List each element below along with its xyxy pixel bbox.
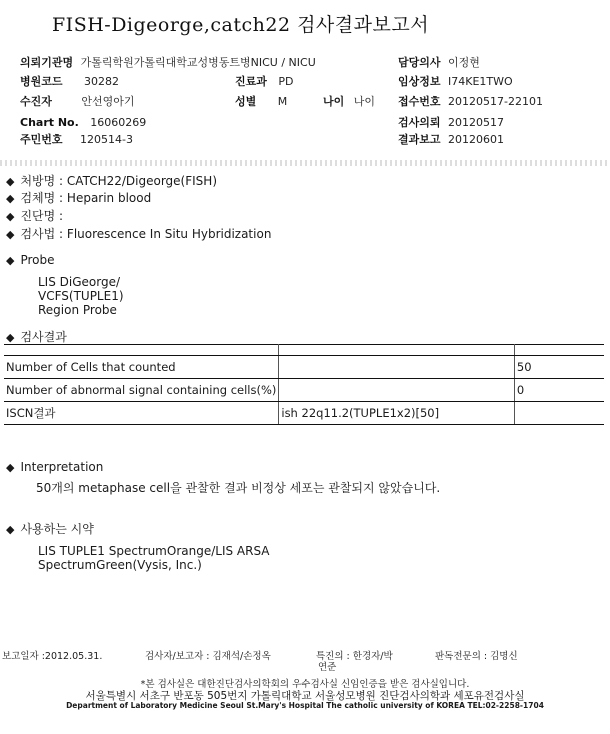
diamond-bullet-icon: ◆: [6, 331, 15, 344]
clinic-field: [235, 75, 294, 89]
age-field: [323, 95, 375, 109]
sex-field: [235, 95, 287, 109]
hospital-code-field: [20, 75, 119, 89]
clinical-info-field: [398, 75, 513, 89]
result-mid: [279, 379, 515, 402]
diamond-bullet-icon: ◆: [6, 228, 15, 241]
results-table: [4, 344, 604, 425]
probe-line: VCFS(TUPLE1): [38, 289, 124, 303]
special-examiner-footer: 특진의 : 한경자/박: [316, 651, 393, 662]
table-row: [4, 379, 604, 402]
result-label: ISCN결과: [4, 402, 279, 425]
specimen-row: [6, 191, 151, 206]
reagent-line: LIS TUPLE1 SpectrumOrange/LIS ARSA: [38, 544, 270, 558]
result-value: 50: [514, 356, 604, 379]
order-dept-field: [20, 56, 316, 70]
method-text: 검사법 : Fluorescence In Situ Hybridization: [20, 227, 272, 241]
result-mid: ish 22q11.2(TUPLE1x2)[50]: [279, 402, 515, 425]
reagents-heading-row: [6, 522, 94, 537]
rrn-field: [20, 133, 133, 147]
diamond-bullet-icon: ◆: [6, 254, 15, 267]
results-heading: 검사결과: [20, 330, 67, 344]
result-label: Number of Cells that counted: [4, 356, 279, 379]
special-examiner-footer-2: 연준: [318, 662, 337, 673]
report-date-footer: 보고일자 :2012.05.31.: [2, 651, 103, 662]
clinical-info-value: I74KE1TWO: [448, 75, 513, 88]
interpretation-heading: Interpretation: [20, 460, 104, 474]
chart-no-value: 16060269: [90, 116, 147, 129]
prescription-text: 처방명 : CATCH22/Digeorge(FISH): [20, 174, 217, 188]
certification-note: *본 검사실은 대한진단검사의학회의 우수검사실 신임인증을 받은 검사실입니다.: [140, 679, 470, 690]
diamond-bullet-icon: ◆: [6, 523, 15, 536]
sex-label: 성별: [235, 95, 257, 108]
diamond-bullet-icon: ◆: [6, 210, 15, 223]
result-label: Number of abnormal signal containing cells(%): [4, 379, 279, 402]
sex-value: M: [277, 95, 288, 108]
result-value: 0: [514, 379, 604, 402]
order-dept-label: 의뢰기관명: [20, 56, 74, 69]
clinic-value: PD: [278, 75, 294, 88]
order-dept-value: 가톨릭학원가톨릭대학교성병동트병NICU / NICU: [80, 56, 316, 69]
probe-line: Region Probe: [38, 303, 117, 317]
reagent-line: SpectrumGreen(Vysis, Inc.): [38, 558, 202, 572]
request-date-field: [398, 116, 504, 130]
request-date-label: 검사의뢰: [398, 116, 441, 129]
probe-line: LIS DiGeorge/: [38, 275, 121, 289]
result-mid: [279, 356, 515, 379]
doctor-field: [398, 56, 480, 70]
receipt-value: 20120517-22101: [448, 95, 543, 108]
report-date-field: [398, 133, 504, 147]
results-heading-row: [6, 330, 67, 345]
receipt-label: 접수번호: [398, 95, 441, 108]
age-label: 나이: [323, 95, 345, 108]
diamond-bullet-icon: ◆: [6, 175, 15, 188]
prescription-row: [6, 174, 217, 189]
patient-label: 수진자: [20, 95, 52, 108]
chart-no-label: Chart No.: [20, 116, 79, 129]
diagnosis-row: [6, 209, 63, 224]
address-korean: 서울특별시 서초구 반포동 505번지 가톨릭대학교 서울성모병원 진단검사의학과 세포유전검사실: [85, 690, 525, 702]
patient-field: [20, 95, 135, 109]
clinical-info-label: 임상정보: [398, 75, 441, 88]
probe-heading: Probe: [20, 253, 55, 267]
report-date-label: 결과보고: [398, 133, 441, 146]
header-divider: [0, 160, 610, 166]
hospital-code-label: 병원코드: [20, 75, 63, 88]
report-date-value: 20120601: [448, 133, 505, 146]
report-title: FISH-Digeorge,catch22 검사결과보고서: [52, 14, 430, 36]
table-row: [4, 402, 604, 425]
rrn-label: 주민번호: [20, 133, 63, 146]
address-english: Department of Laboratory Medicine Seoul St.Mary's Hospital The catholic university of KOREA TEL:02-2258-1704: [66, 701, 544, 710]
rrn-value: 120514-3: [80, 133, 133, 146]
receipt-field: [398, 95, 543, 109]
reagents-heading: 사용하는 시약: [20, 522, 94, 536]
diagnosis-text: 진단명 :: [20, 209, 64, 223]
result-value: [514, 402, 604, 425]
interpretation-text: 50개의 metaphase cell을 관찰한 결과 비정상 세포는 관찰되지 않았습니다.: [36, 481, 441, 495]
interpretation-heading-row: [6, 460, 103, 475]
probe-heading-row: [6, 253, 55, 268]
doctor-label: 담당의사: [398, 56, 441, 69]
clinic-label: 진료과: [235, 75, 267, 88]
table-row: [4, 345, 604, 356]
examiner-footer: 검사자/보고자 : 김재석/손정옥: [145, 651, 271, 662]
request-date-value: 20120517: [448, 116, 505, 129]
age-value: 나이: [353, 95, 376, 108]
diamond-bullet-icon: ◆: [6, 461, 15, 474]
table-row: [4, 356, 604, 379]
chart-no-field: [20, 116, 146, 130]
reviewer-footer: 판독전문의 : 김명신: [435, 651, 518, 662]
specimen-text: 검체명 : Heparin blood: [20, 191, 152, 205]
diamond-bullet-icon: ◆: [6, 192, 15, 205]
method-row: [6, 227, 271, 242]
patient-value: 안선영아기: [81, 95, 135, 108]
doctor-value: 이정현: [448, 56, 480, 69]
hospital-code-value: 30282: [84, 75, 120, 88]
